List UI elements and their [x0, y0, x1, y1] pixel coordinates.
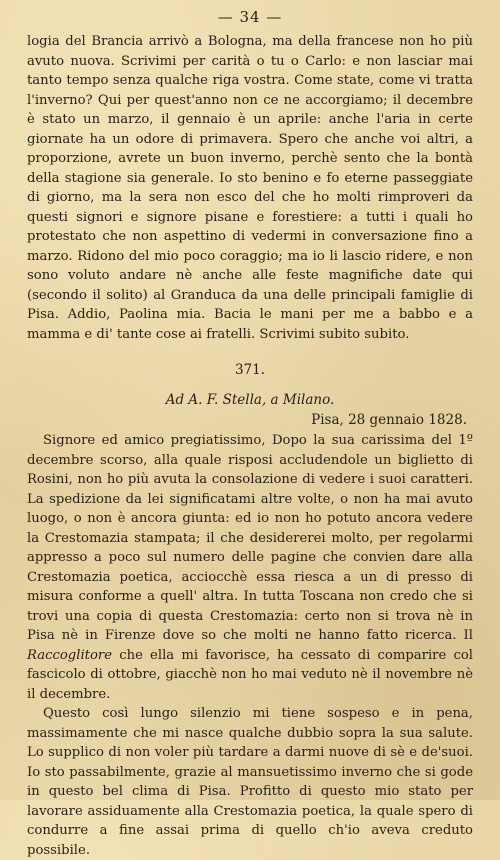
addressee-name: Ad A. F. Stella, — [165, 392, 267, 408]
paragraph-1-end: che ella mi favorisce, ha cessato di comparire col fascicolo di ottobre, giacchè non ho mai veduto nè il novembre nè il decembre. — [27, 647, 473, 702]
letter-paragraph-2: Questo così lungo silenzio mi tiene sospeso e in pena, massimamente che mi nasce qualche dubbio sopra la sua salute. Lo supplico di non voler più tardare a darmi nuove di sè e de'suoi. Io sto passabilmente, grazie al mansuetissimo inverno che si gode in questo bel clima di Pisa. Profitto di questo mio stato per lavorare assiduamente alla Crestomazia poetica, la quale spero di condurre a fine assai prima di quello ch'io aveva creduto possibile. — [27, 706, 473, 858]
page-number: — 34 — — [217, 8, 283, 26]
paragraph-1-text: Signore ed amico pregiatissimo, Dopo la sua carissima del 1º decembre scorso, alla quale risposi accludendole un biglietto di Rosini, non ho più avuta la consolazione di vedere i suoi caratteri. La spedizione da lei significatami altre volte, o non ha mai avuto luogo, o non è ancora giunta: ed io non ho potuto ancora vedere la Crestomazia stampata; il che desidererei molto, per regolarmi appresso a poco sul numero delle pagine che convien dare alla Crestomazia poetica, acciocchè essa riesca a un di presso di misura conforme a quell' altra. In tutta Toscana non credo che si trovi una copia di questa Crestomazia: certo non si trova nè in Pisa nè in Firenze dove so che molti ne hanno fatto ricerca. Il — [27, 433, 473, 643]
letter-dateline: Pisa, 28 gennaio 1828. — [311, 412, 467, 428]
addressee-place: a Milano. — [270, 392, 335, 408]
letter-paragraph-1 — [27, 431, 473, 704]
journal-title-raccoglitore: Raccoglitore — [27, 647, 113, 663]
letter-number: 371. — [234, 362, 266, 378]
previous-letter-ending: logia del Brancia arrivò a Bologna, ma della francese non ho più avuto nuova. Scrivimi per carità o tu o Carlo: e non lasciar mai tanto tempo senza qualche riga vostra. Come state, come vi tratta l'inverno? Qui per quest'anno non ce ne accorgiamo; il decembre è stato un marzo, il gennaio è un aprile: anche l'aria in certe giornate ha un odore di primavera. Spero che anche voi altri, a proporzione, avrete un buon inverno, perchè sento che la bontà della stagione sia generale. Io sto benino e fo eterne passeggiate di giorno, ma la sera non esco del che ho molti rimproveri da questi signori e signore pisane e forestiere: a tutti i quali ho protestato che non aspettino di vedermi in conversazione fino a marzo. Ridono del mio poco coraggio; ma io li lascio ridere, e non sono voluto andare nè anche alle feste magnifiche date qui (secondo il solito) al Granduca da una delle principali famiglie di Pisa. Addio, Paolina mia. Bacia le mani per me a babbo e a mamma e di' tante cose ai fratelli. Scrivimi subito subito. — [27, 34, 473, 342]
book-page — [27, 8, 473, 860]
letter-addressee-heading — [27, 392, 473, 408]
